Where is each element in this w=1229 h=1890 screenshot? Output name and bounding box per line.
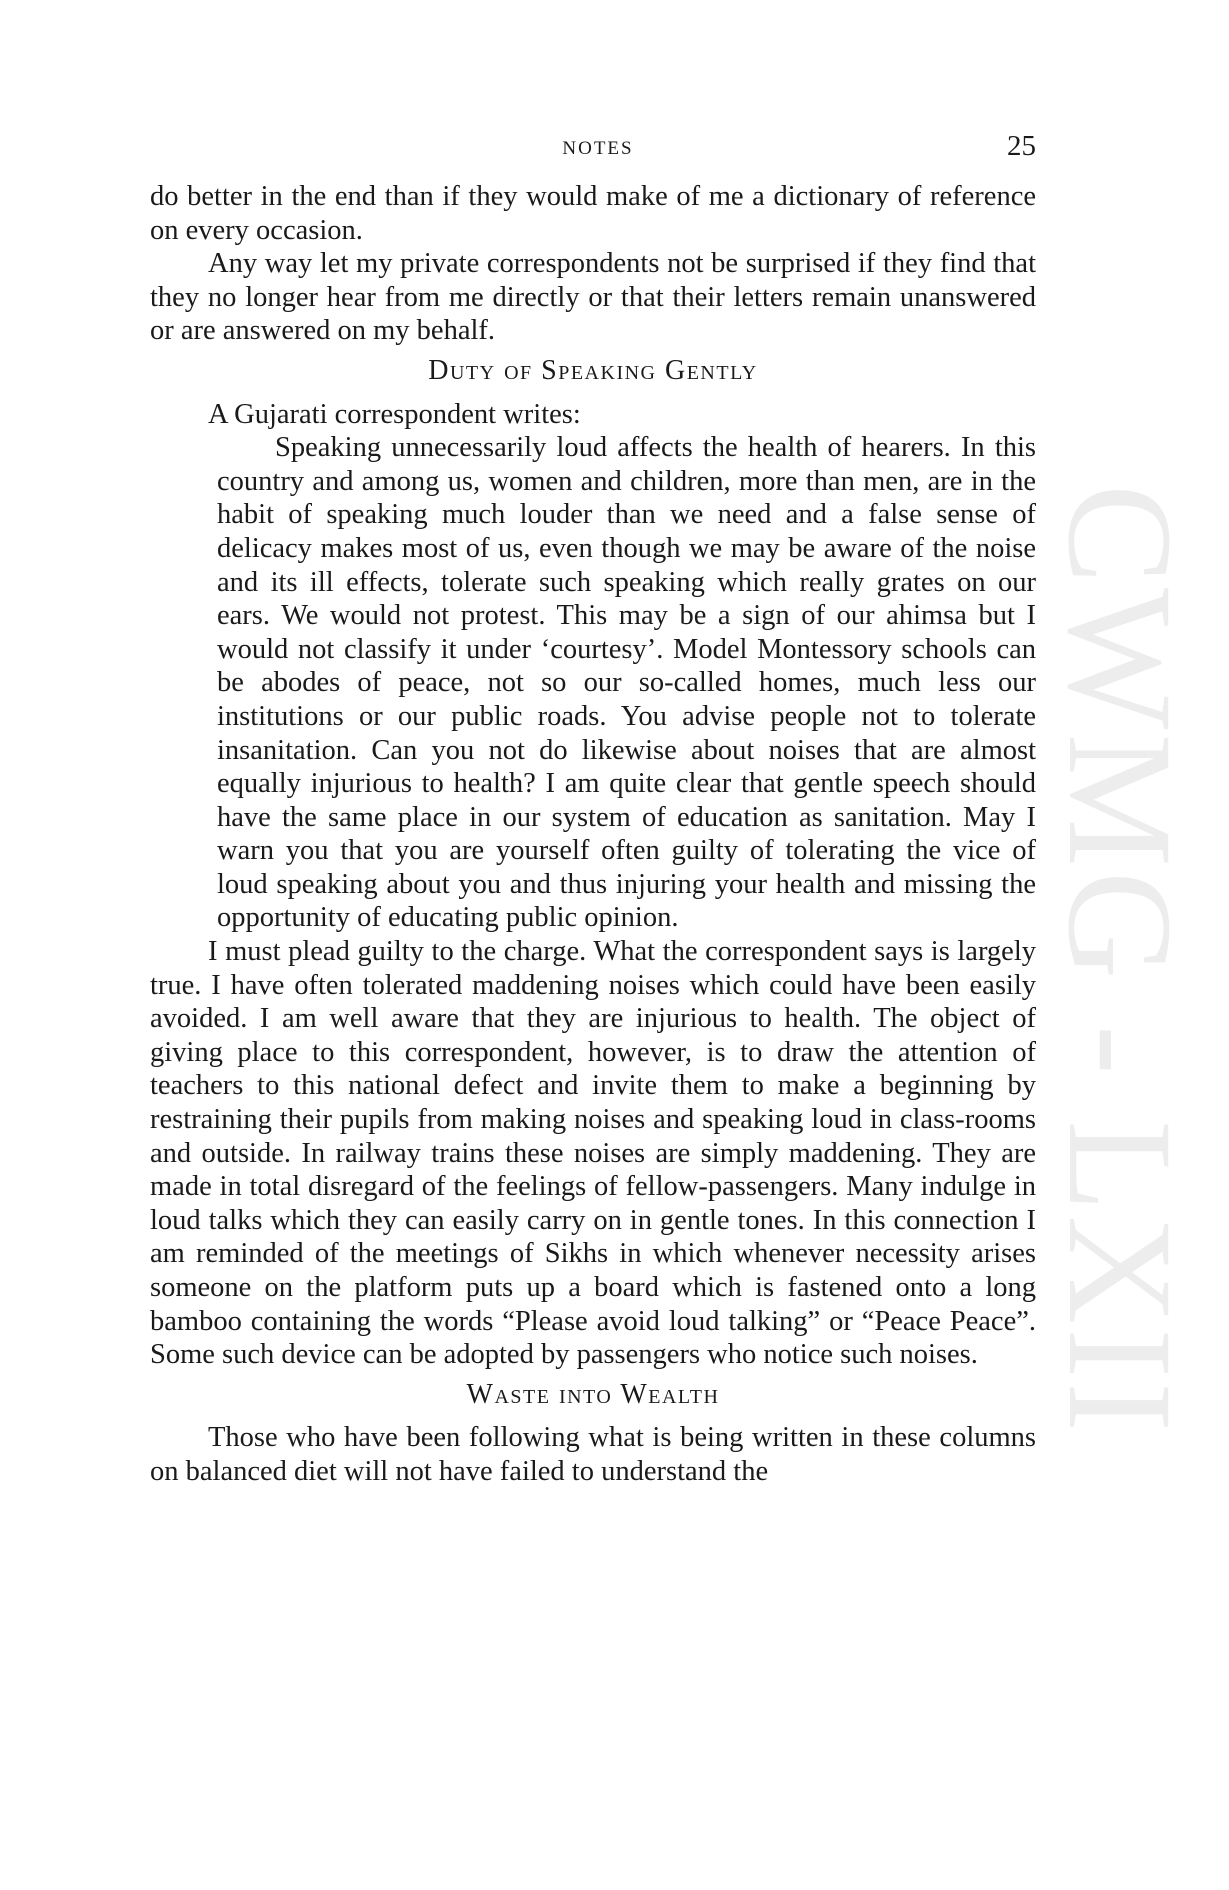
waste-into-wealth-paragraph: Those who have been following what is being written in these columns on balanced diet will not have failed to understand the: [150, 1422, 1036, 1487]
paragraph-continued: do better in the end than if they would make of me a dictionary of reference on every occasion.: [150, 181, 1036, 246]
section-heading-duty-of-speaking-gently: Duty of Speaking Gently: [428, 354, 758, 386]
running-head: NOTES: [562, 138, 634, 159]
block-quote: Speaking unnecessarily loud affects the health of hearers. In this country and among us, women and children, more than men, are in the habit of speaking much louder than we need and a false sense of delicacy makes most of us, even though we may be aware of the noise and its ill effects, tolerate such speaking which really grates on our ears. We would not protest. This may be a sign of our ahimsa but I would not classify it under ‘courtesy’. Model Montessory schools can be abodes of peace, not so our so-called homes, much less our institutions or our public roads. You advise people not to tolerate insanitation. Can you not do likewise about noises that are almost equally injurious to health? I am quite clear that gentle speech should have the same place in our system of education as sanitation. May I warn you that you are yourself often guilty of tolerating the vice of loud speaking about you and thus injuring your health and missing the opportunity of educating public opinion.: [217, 432, 1036, 934]
section-heading-waste-into-wealth: Waste into Wealth: [466, 1378, 720, 1410]
reply-paragraph: I must plead guilty to the charge. What the correspondent says is largely true. I have often tolerated maddening noises which could have been easily avoided. I am well aware that they are injurious to health. The object of giving place to this correspondent, however, is to draw the attention of teachers to this national defect and invite them to make a beginning by restraining their pupils from making noises and speaking loud in class-rooms and outside. In railway trains these noises are simply maddening. They are made in total disregard of the feelings of fellow-passengers. Many indulge in loud talks which they can easily carry on in gentle tones. In this connection I am reminded of the meetings of Sikhs in which whenever necessity arises someone on the platform puts up a board which is fastened onto a long bamboo containing the words “Please avoid loud talking” or “Peace Peace”. Some such device can be adopted by passengers who notice such noises.: [150, 936, 1036, 1371]
page-header: [160, 130, 1036, 166]
page-number: 25: [1007, 130, 1036, 162]
correspondent-intro: A Gujarati correspondent writes:: [208, 398, 581, 430]
watermark-text: CWMG - LXII: [1037, 483, 1203, 1437]
body-text: [150, 180, 1036, 1489]
paragraph-correspondents: Any way let my private correspondents not be surprised if they find that they no longer hear from me directly or that their letters remain unanswered or are answered on my behalf.: [150, 248, 1036, 347]
watermark: [1037, 483, 1203, 1437]
